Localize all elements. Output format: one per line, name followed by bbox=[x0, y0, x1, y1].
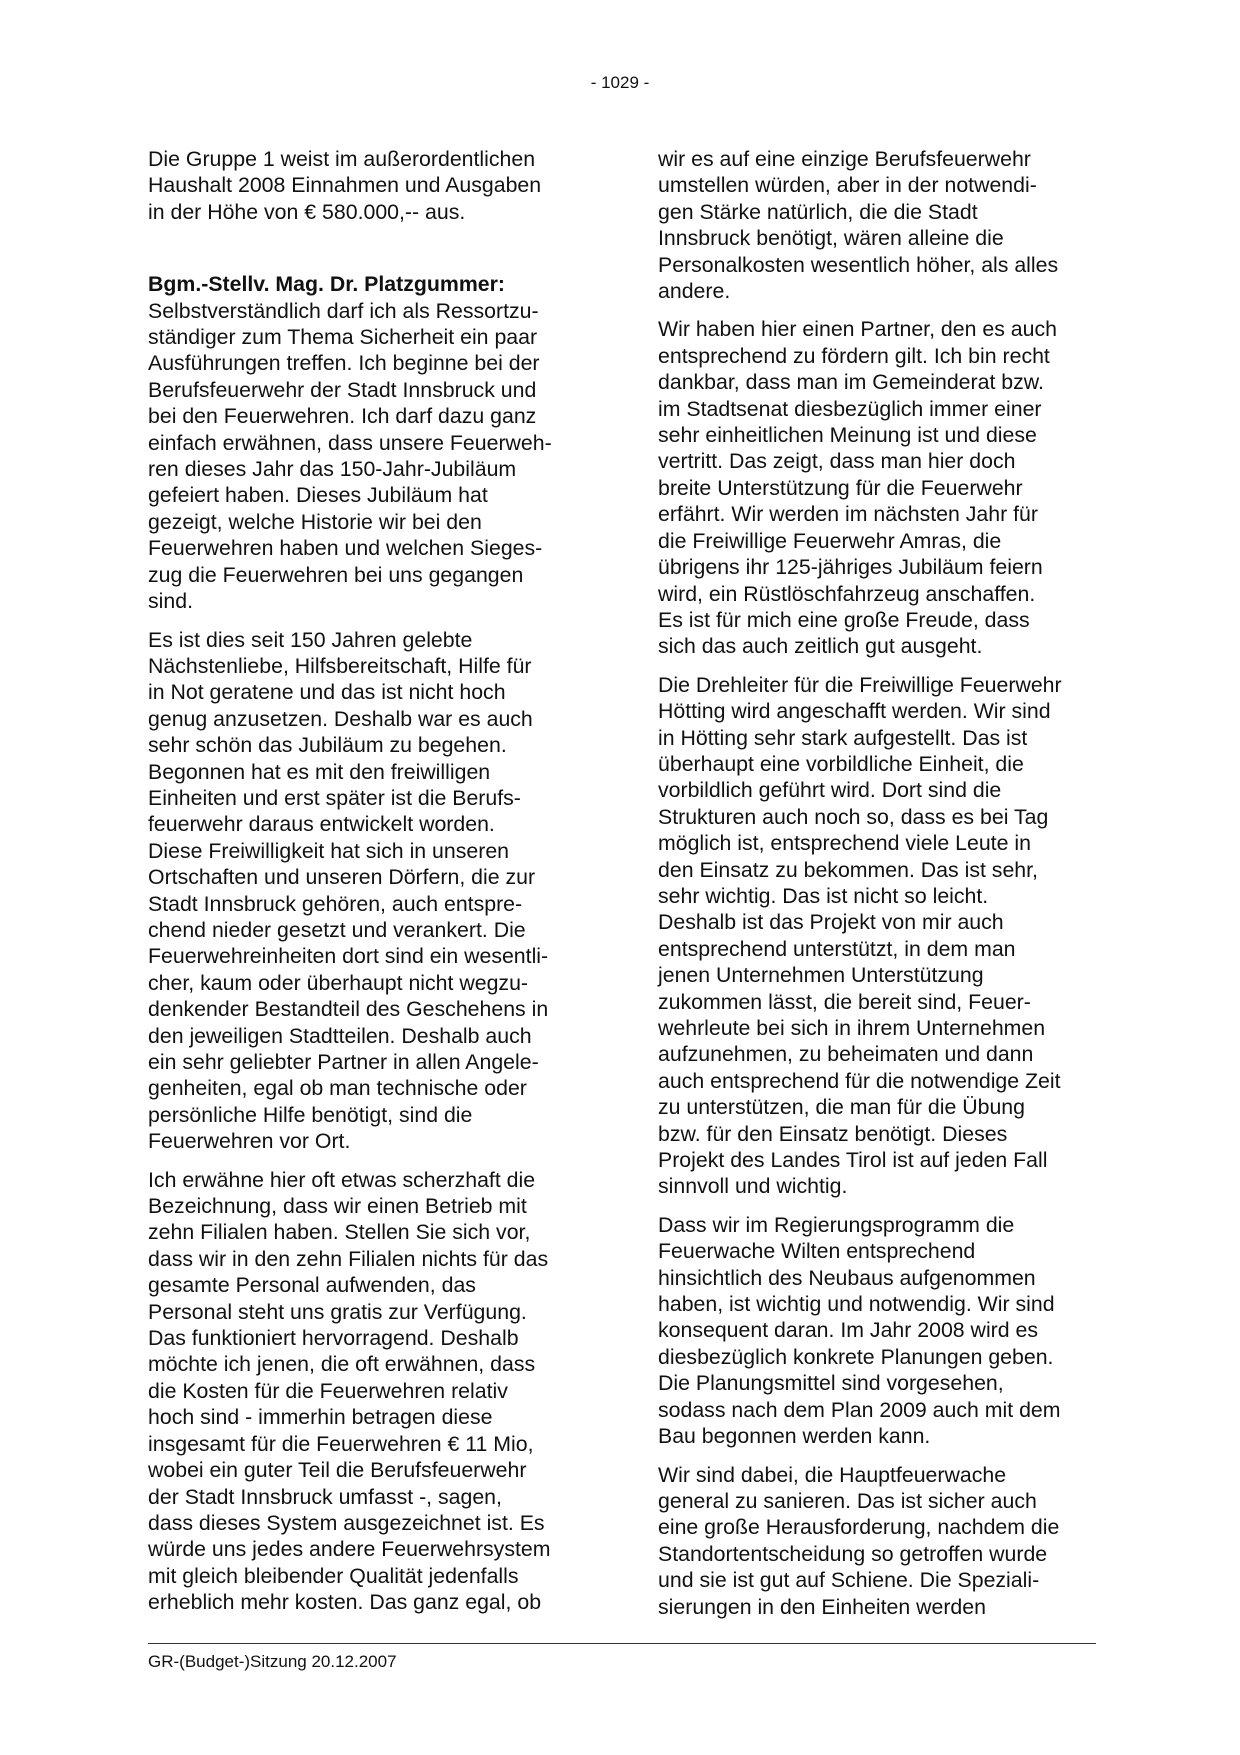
text-line: wir es auf eine einzige Berufsfeuerwehr bbox=[658, 147, 1031, 171]
text-line: Personalkosten wesentlich höher, als alles bbox=[658, 252, 1059, 277]
speech-paragraph-5 bbox=[658, 316, 1100, 659]
text-line: Feuerwehren haben und welchen Sieges- bbox=[148, 536, 543, 561]
text-line: Ich erwähne hier oft etwas scherzhaft die bbox=[148, 1167, 536, 1192]
text-line: überhaupt eine vorbildliche Einheit, die bbox=[658, 751, 1024, 776]
text-line: Die Gruppe 1 weist im außerordentlichen bbox=[148, 147, 536, 171]
text-line: Die Planungsmittel sind vorgesehen, bbox=[658, 1371, 1004, 1396]
text-line: zehn Filialen haben. Stellen Sie sich vor, bbox=[148, 1220, 531, 1245]
text-line: Deshalb ist das Projekt von mir auch bbox=[658, 910, 1004, 935]
text-line: den jeweiligen Stadtteilen. Deshalb auch bbox=[148, 1023, 532, 1048]
text-line: Wir sind dabei, die Hauptfeuerwache bbox=[658, 1462, 1007, 1487]
text-line: Personal steht uns gratis zur Verfügung. bbox=[148, 1299, 527, 1324]
text-line: bei den Feuerwehren. Ich darf dazu ganz bbox=[148, 404, 537, 429]
text-line: Begonnen hat es mit den freiwilligen bbox=[148, 759, 491, 784]
text-line: aufzunehmen, zu beheimaten und dann bbox=[658, 1042, 1034, 1067]
text-line: sodass nach dem Plan 2009 auch mit dem bbox=[658, 1397, 1061, 1422]
text-line: zug die Feuerwehren bei uns gegangen bbox=[148, 562, 524, 587]
text-line: persönliche Hilfe benötigt, sind die bbox=[148, 1102, 473, 1127]
text-line: die Kosten für die Feuerwehren relativ bbox=[148, 1378, 508, 1403]
text-line: zu unterstützen, die man für die Übung bbox=[658, 1095, 1025, 1120]
text-line: Bau begonnen werden kann. bbox=[658, 1424, 931, 1449]
text-line: Strukturen auch noch so, dass es bei Tag bbox=[658, 804, 1049, 829]
text-line: der Stadt Innsbruck umfasst -, sagen, bbox=[148, 1484, 502, 1509]
speech-paragraph-4 bbox=[658, 146, 1100, 304]
text-line: ein sehr geliebter Partner in allen Angele- bbox=[148, 1050, 539, 1074]
text-line: breite Unterstützung für die Feuerwehr bbox=[658, 475, 1023, 500]
text-line: Dass wir im Regierungsprogramm die bbox=[658, 1212, 1015, 1237]
text-line: umstellen würden, aber in der notwendi- bbox=[658, 173, 1037, 198]
text-line: Einheiten und erst später ist die Berufs- bbox=[148, 785, 521, 810]
text-line: Berufsfeuerwehr der Stadt Innsbruck und bbox=[148, 377, 537, 402]
text-line: gen Stärke natürlich, die die Stadt bbox=[658, 199, 978, 224]
text-line: wobei ein guter Teil die Berufsfeuerwehr bbox=[148, 1458, 527, 1483]
speech-paragraph-3 bbox=[148, 1167, 590, 1616]
text-line: sierungen in den Einheiten werden bbox=[658, 1594, 986, 1619]
text-line: entsprechend unterstützt, in dem man bbox=[658, 936, 1016, 961]
speech-paragraph-7 bbox=[658, 1212, 1100, 1450]
text-line: sinnvoll und wichtig. bbox=[658, 1174, 848, 1199]
text-line: general zu sanieren. Das ist sicher auch bbox=[658, 1488, 1037, 1513]
text-line: Nächstenliebe, Hilfsbereitschaft, Hilfe für bbox=[148, 653, 532, 678]
footer-session-label: GR-(Budget-)Sitzung 20.12.2007 bbox=[148, 1652, 397, 1671]
text-line: im Stadtsenat diesbezüglich immer einer bbox=[658, 396, 1042, 421]
text-line: Diese Freiwilligkeit hat sich in unseren bbox=[148, 838, 510, 863]
text-line: erfährt. Wir werden im nächsten Jahr für bbox=[658, 502, 1038, 527]
text-line: in Not geratene und das ist nicht hoch bbox=[148, 680, 506, 705]
intro-paragraph bbox=[148, 146, 590, 225]
text-line: gezeigt, welche Historie wir bei den bbox=[148, 509, 482, 534]
text-line: genheiten, egal ob man technische oder bbox=[148, 1076, 527, 1101]
text-line: Feuerwehreinheiten dort sind ein wesentli- bbox=[148, 944, 549, 969]
text-line: ständiger zum Thema Sicherheit ein paar bbox=[148, 325, 538, 350]
text-line: Die Drehleiter für die Freiwillige Feuerwehr bbox=[658, 672, 1062, 697]
text-line: Feuerwehren vor Ort. bbox=[148, 1129, 351, 1154]
text-line: Es ist dies seit 150 Jahren gelebte bbox=[148, 627, 473, 652]
text-line: Es ist für mich eine große Freude, dass bbox=[658, 607, 1030, 632]
text-line: genug anzusetzen. Deshalb war es auch bbox=[148, 706, 533, 731]
text-line: in der Höhe von € 580.000,-- aus. bbox=[148, 199, 466, 224]
text-line: Selbstverständlich darf ich als Ressortzu- bbox=[148, 298, 539, 323]
text-line: chend nieder gesetzt und verankert. Die bbox=[148, 917, 526, 942]
page-number: - 1029 - bbox=[590, 73, 650, 92]
text-line: und sie ist gut auf Schiene. Die Speziali- bbox=[658, 1568, 1040, 1593]
text-line: sehr wichtig. Das ist nicht so leicht. bbox=[658, 883, 989, 908]
text-line: Das funktioniert hervorragend. Deshalb bbox=[148, 1326, 519, 1351]
text-line: wird, ein Rüstlöschfahrzeug anschaffen. bbox=[658, 581, 1036, 606]
text-line: möglich ist, entsprechend viele Leute in bbox=[658, 831, 1031, 856]
text-line: sind. bbox=[148, 589, 193, 614]
text-line: zukommen lässt, die bereit sind, Feuer- bbox=[658, 989, 1031, 1014]
text-line: Projekt des Landes Tirol ist auf jeden Fall bbox=[658, 1148, 1048, 1173]
text-line: cher, kaum oder überhaupt nicht wegzu- bbox=[148, 970, 529, 995]
text-line: feuerwehr daraus entwickelt worden. bbox=[148, 812, 495, 837]
text-line: andere. bbox=[658, 279, 731, 304]
text-line: sehr einheitlichen Meinung ist und diese bbox=[658, 423, 1037, 448]
text-line: jenen Unternehmen Unterstützung bbox=[658, 963, 984, 988]
text-line: dankbar, dass man im Gemeinderat bzw. bbox=[658, 370, 1044, 395]
text-line: einfach erwähnen, dass unsere Feuerweh- bbox=[148, 430, 552, 455]
text-line: insgesamt für die Feuerwehren € 11 Mio, bbox=[148, 1431, 534, 1456]
text-line: übrigens ihr 125-jähriges Jubiläum feiern bbox=[658, 555, 1043, 580]
text-line: möchte ich jenen, die oft erwähnen, dass bbox=[148, 1352, 536, 1377]
text-line: entsprechend zu fördern gilt. Ich bin recht bbox=[658, 343, 1050, 368]
text-line: dass wir in den zehn Filialen nichts für das bbox=[148, 1246, 549, 1271]
text-line: vertritt. Das zeigt, dass man hier doch bbox=[658, 449, 1016, 474]
text-line: gefeiert haben. Dieses Jubiläum hat bbox=[148, 483, 488, 508]
text-line: hinsichtlich des Neubaus aufgenommen bbox=[658, 1265, 1036, 1290]
text-line: haben, ist wichtig und notwendig. Wir sind bbox=[658, 1292, 1055, 1317]
text-line: Standortentscheidung so getroffen wurde bbox=[658, 1541, 1048, 1566]
text-line: bzw. für den Einsatz benötigt. Dieses bbox=[658, 1121, 1008, 1146]
text-line: hoch sind - immerhin betragen diese bbox=[148, 1405, 493, 1430]
speech-paragraph-6 bbox=[658, 672, 1100, 1200]
text-line: Bezeichnung, dass wir einen Betrieb mit bbox=[148, 1194, 527, 1219]
text-line: eine große Herausforderung, nachdem die bbox=[658, 1515, 1060, 1540]
speaker-name: Bgm.-Stellv. Mag. Dr. Platzgummer: bbox=[148, 272, 505, 297]
text-line: sehr schön das Jubiläum zu begehen. bbox=[148, 733, 507, 758]
left-column bbox=[148, 146, 590, 1628]
text-line: ren dieses Jahr das 150-Jahr-Jubiläum bbox=[148, 457, 517, 482]
text-line: Feuerwache Wilten entsprechend bbox=[658, 1239, 976, 1264]
speech-paragraph-8 bbox=[658, 1462, 1100, 1620]
text-line: auch entsprechend für die notwendige Zeit bbox=[658, 1068, 1061, 1093]
text-line: mit gleich bleibender Qualität jedenfalls bbox=[148, 1563, 519, 1588]
text-line: Hötting wird angeschafft werden. Wir sind bbox=[658, 699, 1051, 724]
text-line: diesbezüglich konkrete Planungen geben. bbox=[658, 1344, 1054, 1369]
text-line: wehrleute bei sich in ihrem Unternehmen bbox=[658, 1016, 1046, 1040]
text-line: Ausführungen treffen. Ich beginne bei der bbox=[148, 351, 540, 376]
right-column bbox=[658, 146, 1100, 1632]
text-line: vorbildlich geführt wird. Dort sind die bbox=[658, 778, 1002, 803]
speech-paragraph-1-body bbox=[148, 298, 590, 615]
text-line: gesamte Personal aufwenden, das bbox=[148, 1273, 476, 1298]
text-line: die Freiwillige Feuerwehr Amras, die bbox=[658, 528, 1002, 553]
text-line: Innsbruck benötigt, wären alleine die bbox=[658, 226, 1004, 251]
text-line: Stadt Innsbruck gehören, auch entspre- bbox=[148, 891, 523, 916]
speech-paragraph-2 bbox=[148, 627, 590, 1155]
text-line: dass dieses System ausgezeichnet ist. Es bbox=[148, 1510, 545, 1535]
text-line: Ortschaften und unseren Dörfern, die zur bbox=[148, 865, 536, 890]
footer-divider bbox=[148, 1643, 1096, 1644]
text-line: konsequent daran. Im Jahr 2008 wird es bbox=[658, 1318, 1039, 1343]
text-line: erheblich mehr kosten. Das ganz egal, ob bbox=[148, 1590, 542, 1615]
speech-paragraph-1 bbox=[148, 271, 590, 614]
text-line: in Hötting sehr stark aufgestellt. Das ist bbox=[658, 725, 1028, 750]
text-line: Wir haben hier einen Partner, den es auch bbox=[658, 317, 1057, 342]
text-line: sich das auch zeitlich gut ausgeht. bbox=[658, 634, 983, 659]
text-line: denkender Bestandteil des Geschehens in bbox=[148, 997, 549, 1022]
text-line: den Einsatz zu bekommen. Das ist sehr, bbox=[658, 857, 1038, 882]
text-line: würde uns jedes andere Feuerwehrsystem bbox=[148, 1537, 551, 1562]
text-line: Haushalt 2008 Einnahmen und Ausgaben bbox=[148, 173, 542, 198]
